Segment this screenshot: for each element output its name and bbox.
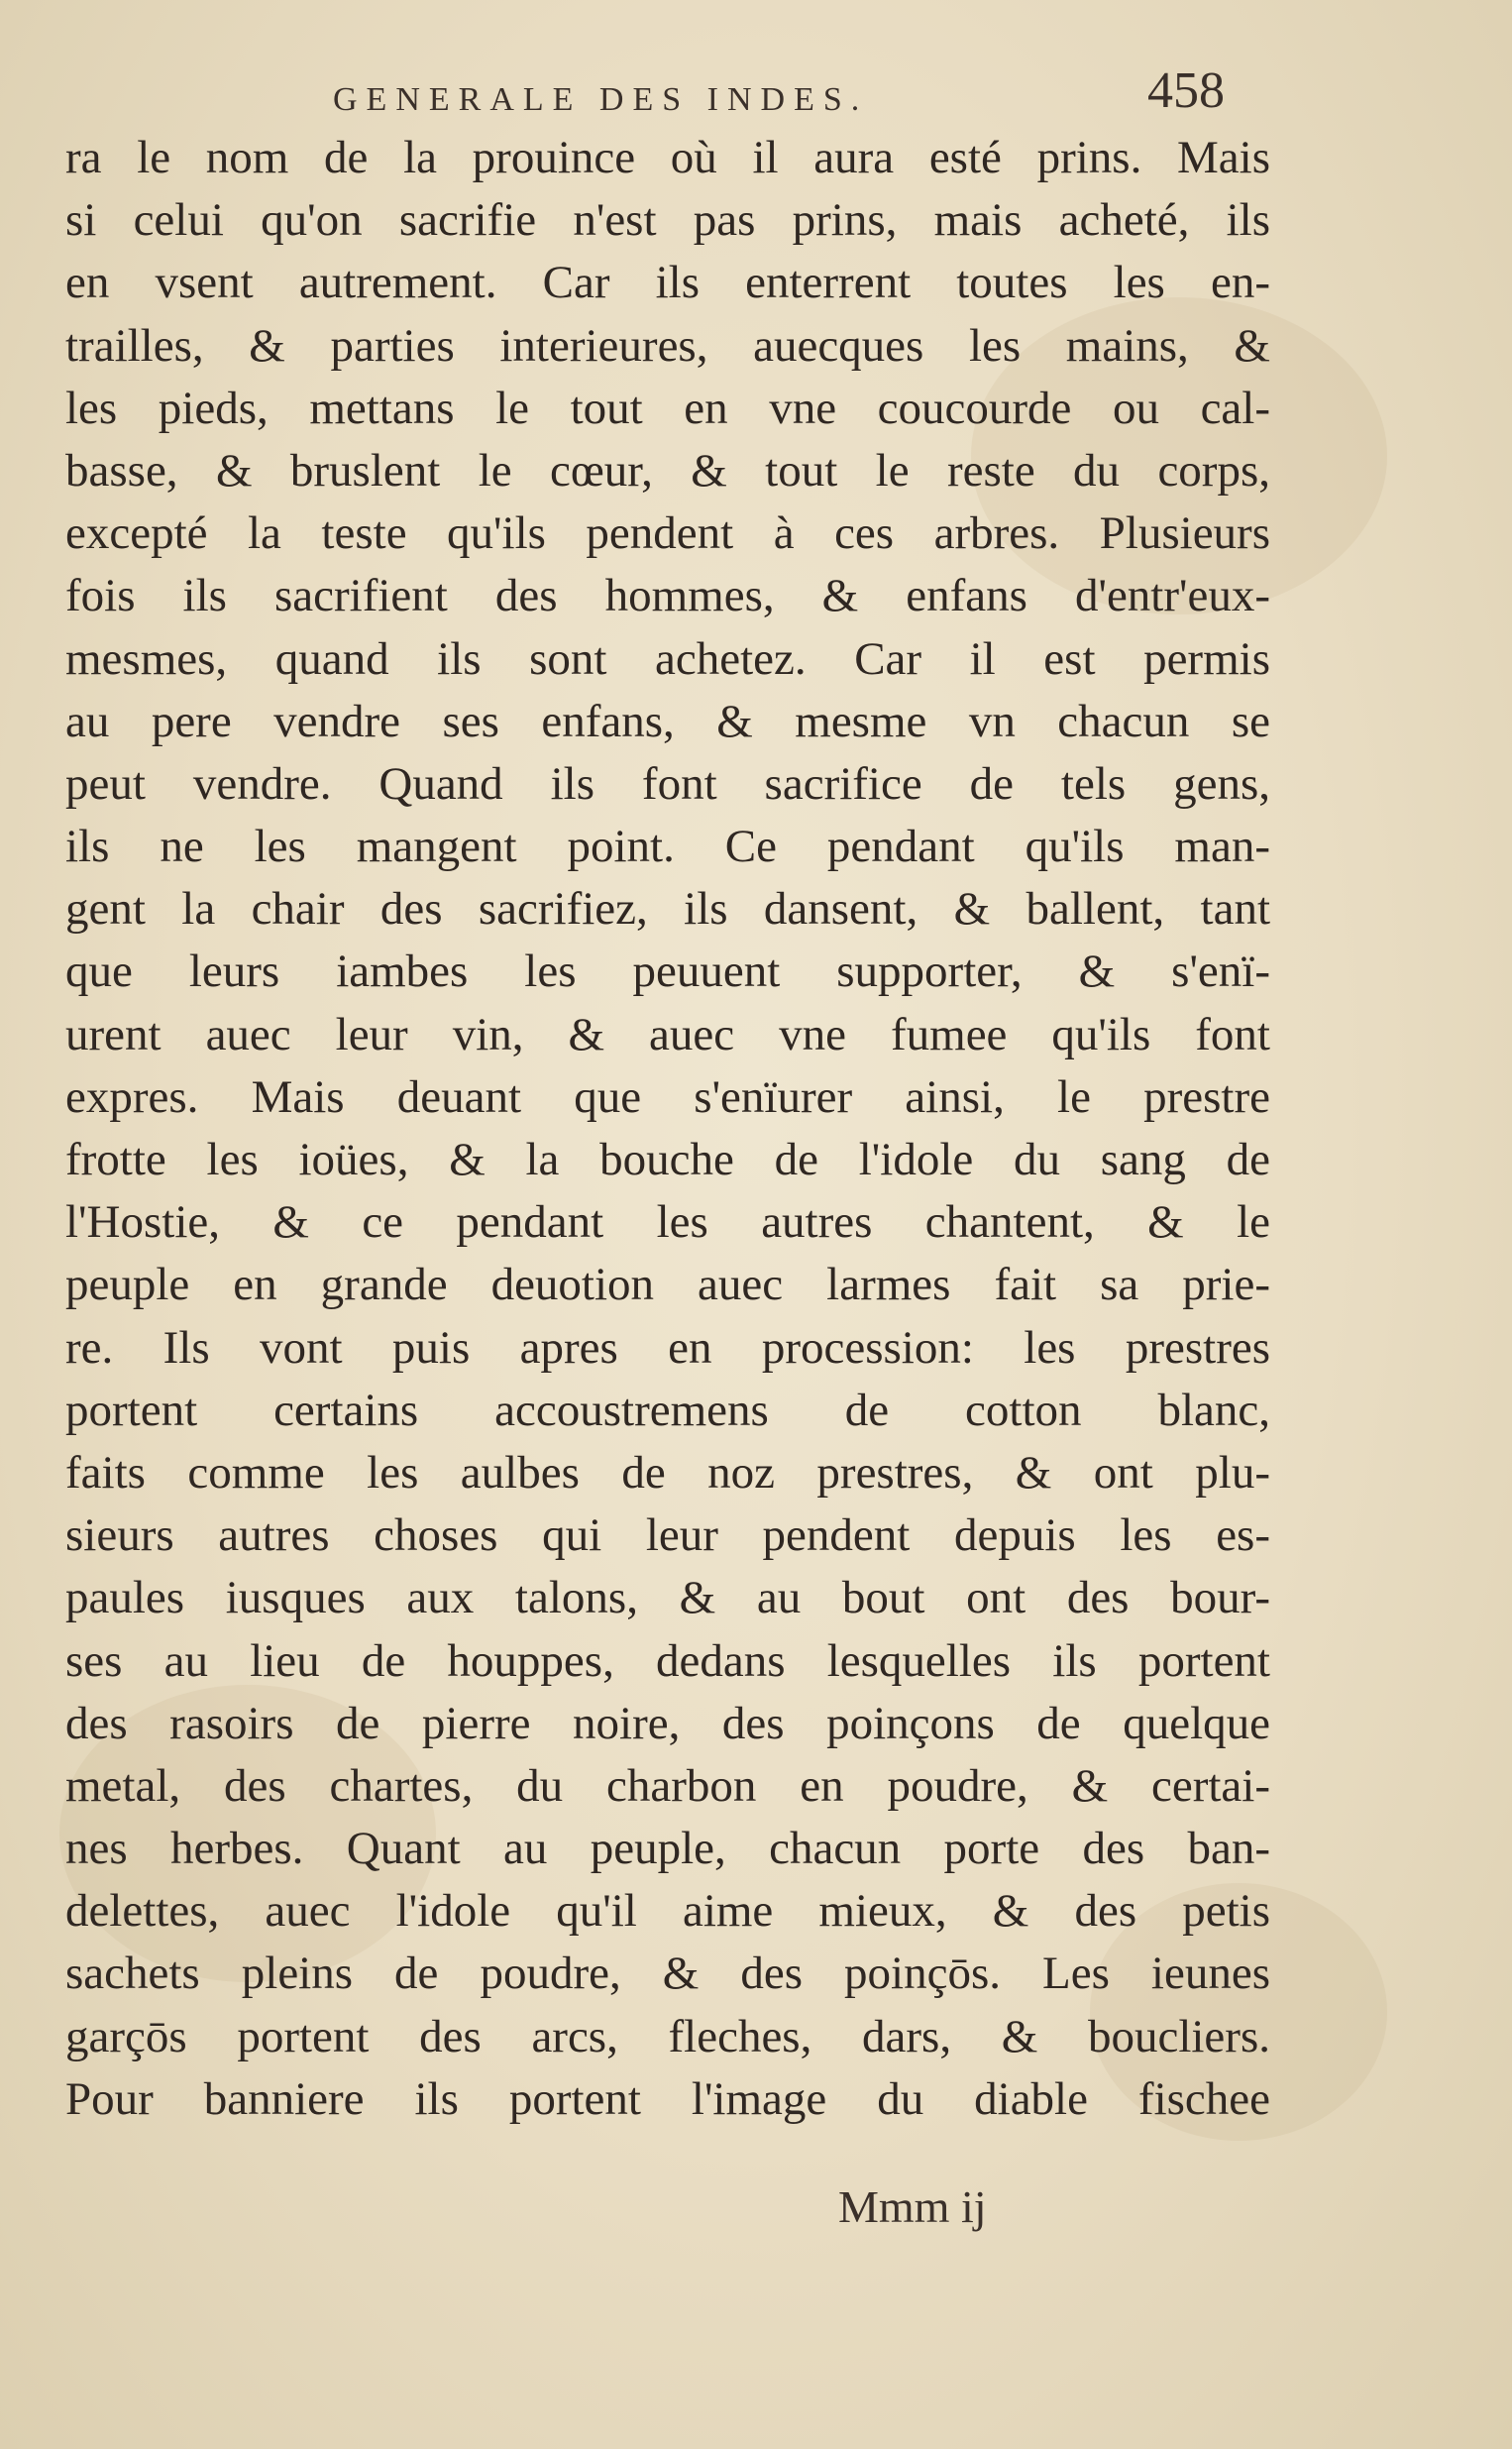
text-line: re. Ils vont puis apres en procession: les prestres bbox=[65, 1321, 1270, 1374]
text-line: l'Hostie, & ce pendant les autres chantent, & le bbox=[65, 1196, 1270, 1249]
text-line: ra le nom de la prouince où il aura esté prins. Mais bbox=[65, 132, 1270, 183]
signature-mark: Mmm ij bbox=[838, 2181, 987, 2232]
text-line: mesmes, quand ils sont achetez. Car il est permis bbox=[65, 632, 1270, 685]
text-line: gent la chair des sacrifiez, ils dansent, & ballent, tant bbox=[65, 883, 1270, 936]
text-line: sieurs autres choses qui leur pendent depuis les es- bbox=[65, 1509, 1270, 1562]
text-line: au pere vendre ses enfans, & mesme vn chacun se bbox=[65, 695, 1270, 747]
text-line: sachets pleins de poudre, & des poinçōs. Les ieunes bbox=[65, 1948, 1270, 2000]
text-line: excepté la teste qu'ils pendent à ces arbres. Plusieurs bbox=[65, 507, 1270, 560]
text-line: expres. Mais deuant que s'enïurer ainsi, le prestre bbox=[65, 1070, 1270, 1123]
text-line: paules iusques aux talons, & au bout ont des bour- bbox=[65, 1572, 1270, 1624]
text-line: portent certains accoustremens de cotton blanc, bbox=[65, 1384, 1270, 1436]
page-number: 458 bbox=[1147, 62, 1225, 119]
body-text bbox=[65, 127, 1270, 2131]
text-line: faits comme les aulbes de noz prestres, & ont plu- bbox=[65, 1446, 1270, 1499]
text-line: si celui qu'on sacrifie n'est pas prins, mais acheté, ils bbox=[65, 194, 1270, 247]
page-header bbox=[0, 61, 1512, 131]
text-line: delettes, auec l'idole qu'il aime mieux, & des petis bbox=[65, 1885, 1270, 1938]
text-line: les pieds, mettans le tout en vne coucourde ou cal- bbox=[65, 382, 1270, 434]
text-line: garçōs portent des arcs, fleches, dars, & boucliers. bbox=[65, 2010, 1270, 2062]
text-line: basse, & bruslent le cœur, & tout le reste du corps, bbox=[65, 444, 1270, 497]
text-line: ses au lieu de houppes, dedans lesquelles ils portent bbox=[65, 1634, 1270, 1687]
text-line: peuple en grande deuotion auec larmes fait sa prie- bbox=[65, 1259, 1270, 1311]
text-line: trailles, & parties interieures, auecques les mains, & bbox=[65, 319, 1270, 372]
text-line: Pour banniere ils portent l'image du diable fischee bbox=[65, 2072, 1270, 2125]
text-line: ils ne les mangent point. Ce pendant qu'ils man- bbox=[65, 821, 1270, 873]
running-title: GENERALE DES INDES. bbox=[333, 81, 869, 118]
text-line: en vsent autrement. Car ils enterrent toutes les en- bbox=[65, 257, 1270, 309]
text-line: nes herbes. Quant au peuple, chacun porte des ban- bbox=[65, 1823, 1270, 1875]
text-line: urent auec leur vin, & auec vne fumee qu'ils font bbox=[65, 1008, 1270, 1060]
text-line: metal, des chartes, du charbon en poudre, & certai- bbox=[65, 1759, 1270, 1812]
text-line: peut vendre. Quand ils font sacrifice de tels gens, bbox=[65, 757, 1270, 810]
text-line: que leurs iambes les peuuent supporter, & s'enï- bbox=[65, 946, 1270, 998]
text-line: fois ils sacrifient des hommes, & enfans d'entr'eux- bbox=[65, 570, 1270, 622]
text-line: frotte les ioües, & la bouche de l'idole du sang de bbox=[65, 1134, 1270, 1185]
text-line: des rasoirs de pierre noire, des poinçons de quelque bbox=[65, 1697, 1270, 1749]
